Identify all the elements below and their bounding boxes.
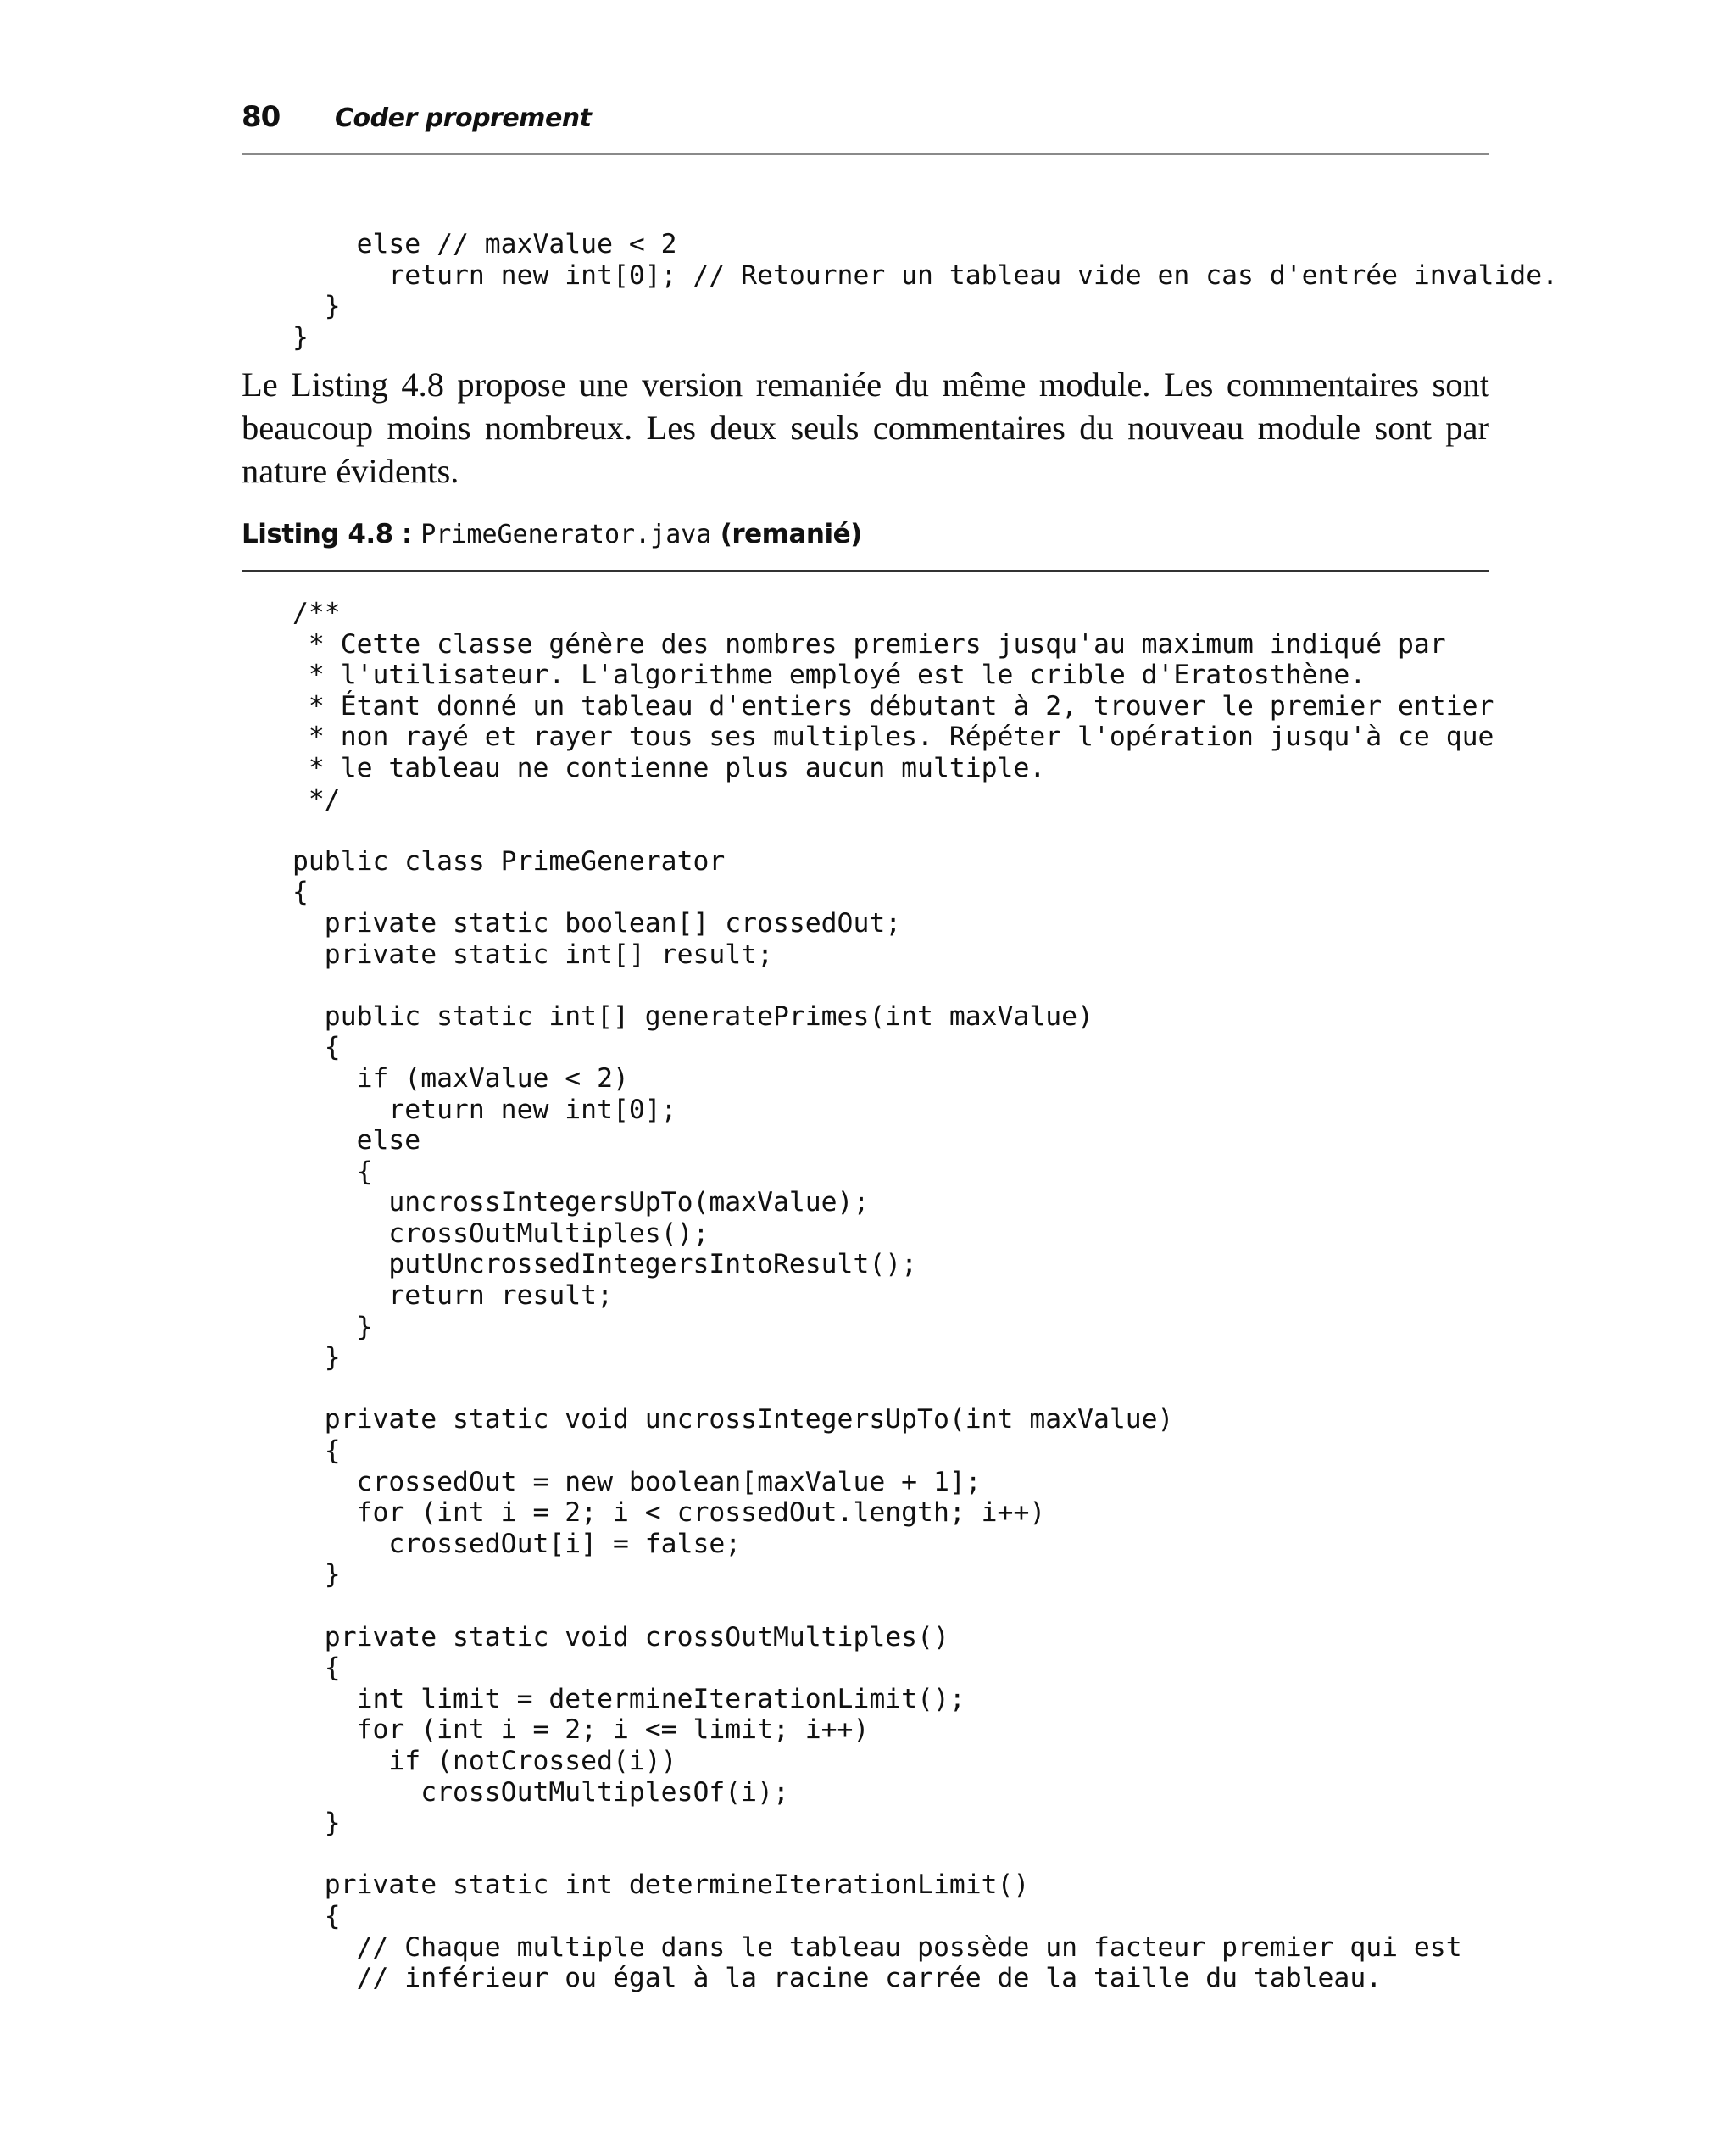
code-line: { (292, 1032, 341, 1063)
code-line: * le tableau ne contienne plus aucun multiple. (292, 752, 1046, 783)
code-line: if (maxValue < 2) (292, 1062, 629, 1094)
code-line: crossedOut = new boolean[maxValue + 1]; (292, 1466, 982, 1497)
code-line: } (292, 1808, 341, 1839)
code-line: for (int i = 2; i < crossedOut.length; i++) (292, 1497, 1046, 1529)
code-line: * Étant donné un tableau d'entiers débutant à 2, trouver le premier entier (292, 690, 1494, 722)
code-line: putUncrossedIntegersIntoResult(); (292, 1249, 918, 1280)
code-line: private static void crossOutMultiples() (292, 1621, 949, 1652)
code-listing-continuation (292, 229, 1558, 353)
code-line: else // maxValue < 2 (292, 229, 677, 259)
code-listing-main (292, 598, 1494, 1994)
code-line: */ (292, 783, 341, 815)
code-line: * l'utilisateur. L'algorithme employé est le crible d'Eratosthène. (292, 660, 1366, 691)
code-line: private static void uncrossIntegersUpTo(int maxValue) (292, 1404, 1174, 1435)
code-line (292, 815, 1494, 846)
listing-caption-label: Listing 4.8 : (242, 519, 421, 549)
code-line: * Cette classe génère des nombres premiers jusqu'au maximum indiqué par (292, 628, 1446, 660)
code-line: uncrossIntegersUpTo(maxValue); (292, 1187, 870, 1218)
code-line: if (notCrossed(i)) (292, 1745, 677, 1776)
code-line: // Chaque multiple dans le tableau possède un facteur premier qui est (292, 1931, 1462, 1963)
code-line: else (292, 1125, 421, 1156)
listing-caption-filename: PrimeGenerator.java (420, 520, 712, 549)
page-number: 80 (242, 100, 281, 134)
code-line: } (292, 1342, 341, 1374)
code-line: public static int[] generatePrimes(int maxValue) (292, 1000, 1093, 1032)
code-line (292, 1374, 1494, 1405)
code-line: return result; (292, 1280, 613, 1312)
code-line: crossOutMultiplesOf(i); (292, 1776, 789, 1808)
code-line: } (292, 291, 341, 322)
code-line: return new int[0]; // Retourner un tableau vide en cas d'entrée invalide. (292, 259, 1559, 291)
code-line: { (292, 1156, 373, 1187)
code-line: { (292, 877, 309, 908)
code-line: for (int i = 2; i <= limit; i++) (292, 1714, 870, 1746)
code-line: private static boolean[] crossedOut; (292, 907, 902, 939)
code-line: private static int[] result; (292, 939, 773, 970)
code-line: public class PrimeGenerator (292, 845, 726, 877)
code-line (292, 970, 1494, 1001)
code-line: } (292, 321, 309, 353)
code-line: int limit = determineIterationLimit(); (292, 1683, 965, 1714)
body-paragraph: Le Listing 4.8 propose une version remaniée du même module. Les commentaires sont beaucoup moins nombreux. Les deux seuls commentaires du nouveau module sont par nature évidents. (242, 365, 1489, 490)
code-line: { (292, 1900, 341, 1931)
code-line (292, 1591, 1494, 1622)
code-line: } (292, 1311, 373, 1342)
code-line: { (292, 1435, 341, 1467)
code-line: crossOutMultiples(); (292, 1218, 709, 1249)
code-line: /** (292, 598, 341, 628)
code-line: { (292, 1652, 341, 1684)
code-line: * non rayé et rayer tous ses multiples. Répéter l'opération jusqu'à ce que (292, 722, 1494, 753)
page-header (242, 95, 1489, 155)
code-line (292, 1839, 1494, 1870)
code-line: private static int determineIterationLimit() (292, 1870, 1030, 1901)
running-title: Coder proprement (335, 103, 592, 133)
listing-caption (242, 519, 1489, 572)
listing-caption-note: (remanié) (711, 519, 862, 549)
code-line: crossedOut[i] = false; (292, 1528, 742, 1559)
code-line: // inférieur ou égal à la racine carrée de la taille du tableau. (292, 1963, 1383, 1994)
code-line: } (292, 1559, 341, 1591)
code-line: return new int[0]; (292, 1094, 677, 1125)
